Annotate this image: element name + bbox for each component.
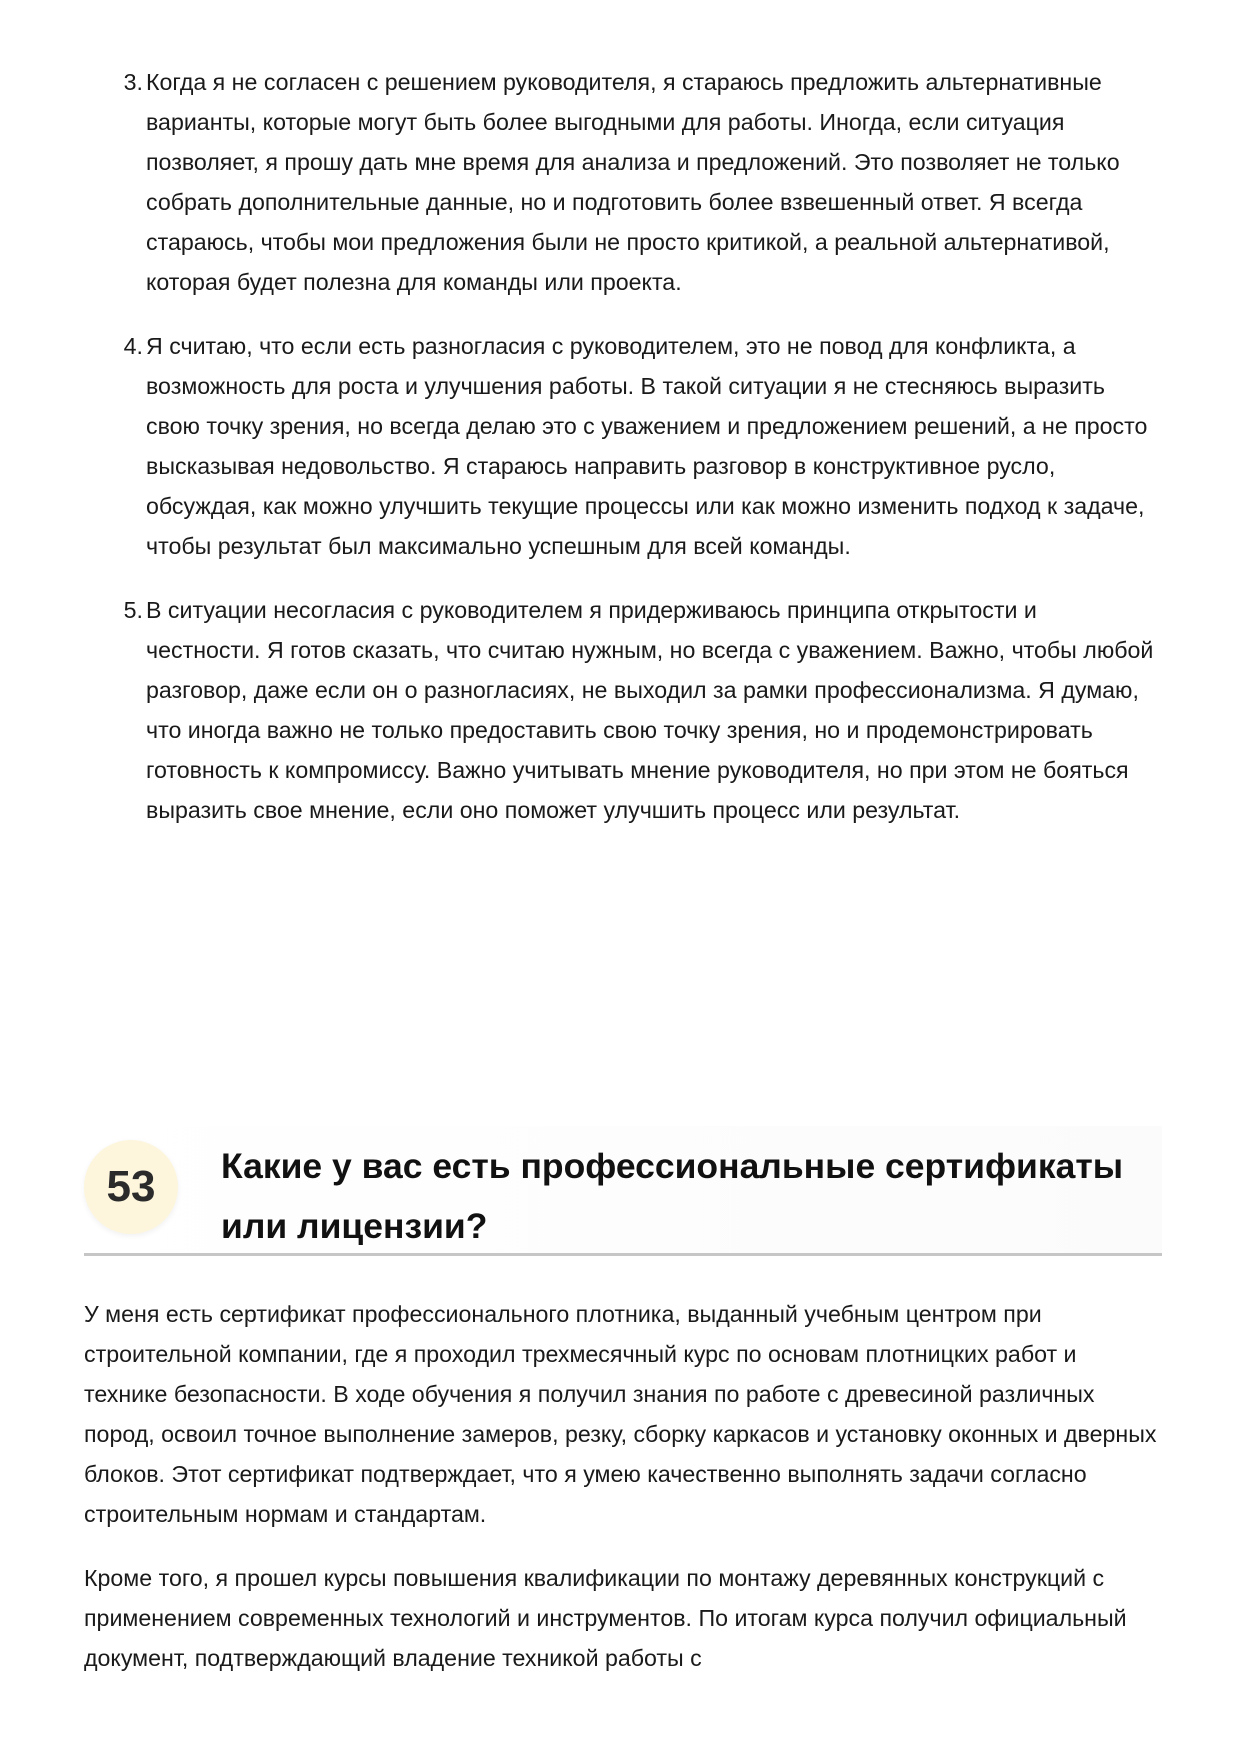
list-item-text: Я считаю, что если есть разногласия с руководителем, это не повод для конфликта, а возможность для роста и улучшения работы. В такой ситуации я не стесняюсь выразить свою точку зрения, но всегда делаю это с уважением и предложением решений, а не просто высказывая недовольство. Я стараюсь направить разговор в конструктивное русло, обсуждая, как можно улучшить текущие процессы или как можно изменить подход к задаче, чтобы результат был максимально успешным для всей команды. [146, 333, 1148, 559]
answer-body [84, 1294, 1162, 1702]
paragraph: Кроме того, я прошел курсы повышения квалификации по монтажу деревянных конструкций с применением современных технологий и инструментов. По итогам курса получил официальный документ, подтверждающий владение техникой работы с [84, 1565, 1127, 1671]
list-item [123, 62, 1156, 302]
list-item [123, 326, 1156, 566]
paragraph: У меня есть сертификат профессионального плотника, выданный учебным центром при строительной компании, где я проходил трехмесячный курс по основам плотницких работ и технике безопасности. В ходе обучения я получил знания по работе с древесиной различных пород, освоил точное выполнение замеров, резку, сборку каркасов и установку оконных и дверных блоков. Этот сертификат подтверждает, что я умею качественно выполнять задачи согласно строительным нормам и стандартам. [84, 1301, 1157, 1527]
list-item-number: 5. [123, 597, 143, 623]
list-item-number: 4. [123, 333, 143, 359]
question-title: Какие у вас есть профессиональные сертификаты или лицензии? [221, 1146, 1124, 1246]
list-item-text: Когда я не согласен с решением руководителя, я стараюсь предложить альтернативные варианты, которые могут быть более выгодными для работы. Иногда, если ситуация позволяет, я прошу дать мне время для анализа и предложений. Это позволяет не только собрать дополнительные данные, но и подготовить более взвешенный ответ. Я всегда стараюсь, чтобы мои предложения были не просто критикой, а реальной альтернативой, которая будет полезна для команды или проекта. [146, 69, 1120, 295]
answer-list [123, 62, 1156, 854]
question-number-badge: 53 [84, 1140, 178, 1234]
list-item-text: В ситуации несогласия с руководителем я придерживаюсь принципа открытости и честности. Я готов сказать, что считаю нужным, но всегда с уважением. Важно, чтобы любой разговор, даже если он о разногласиях, не выходил за рамки профессионализма. Я думаю, что иногда важно не только предоставить свою точку зрения, но и продемонстрировать готовность к компромиссу. Важно учитывать мнение руководителя, но при этом не бояться выразить свое мнение, если оно поможет улучшить процесс или результат. [146, 597, 1154, 823]
list-item-number: 3. [123, 69, 143, 95]
question-header [84, 1126, 1162, 1256]
list-item [123, 590, 1156, 830]
